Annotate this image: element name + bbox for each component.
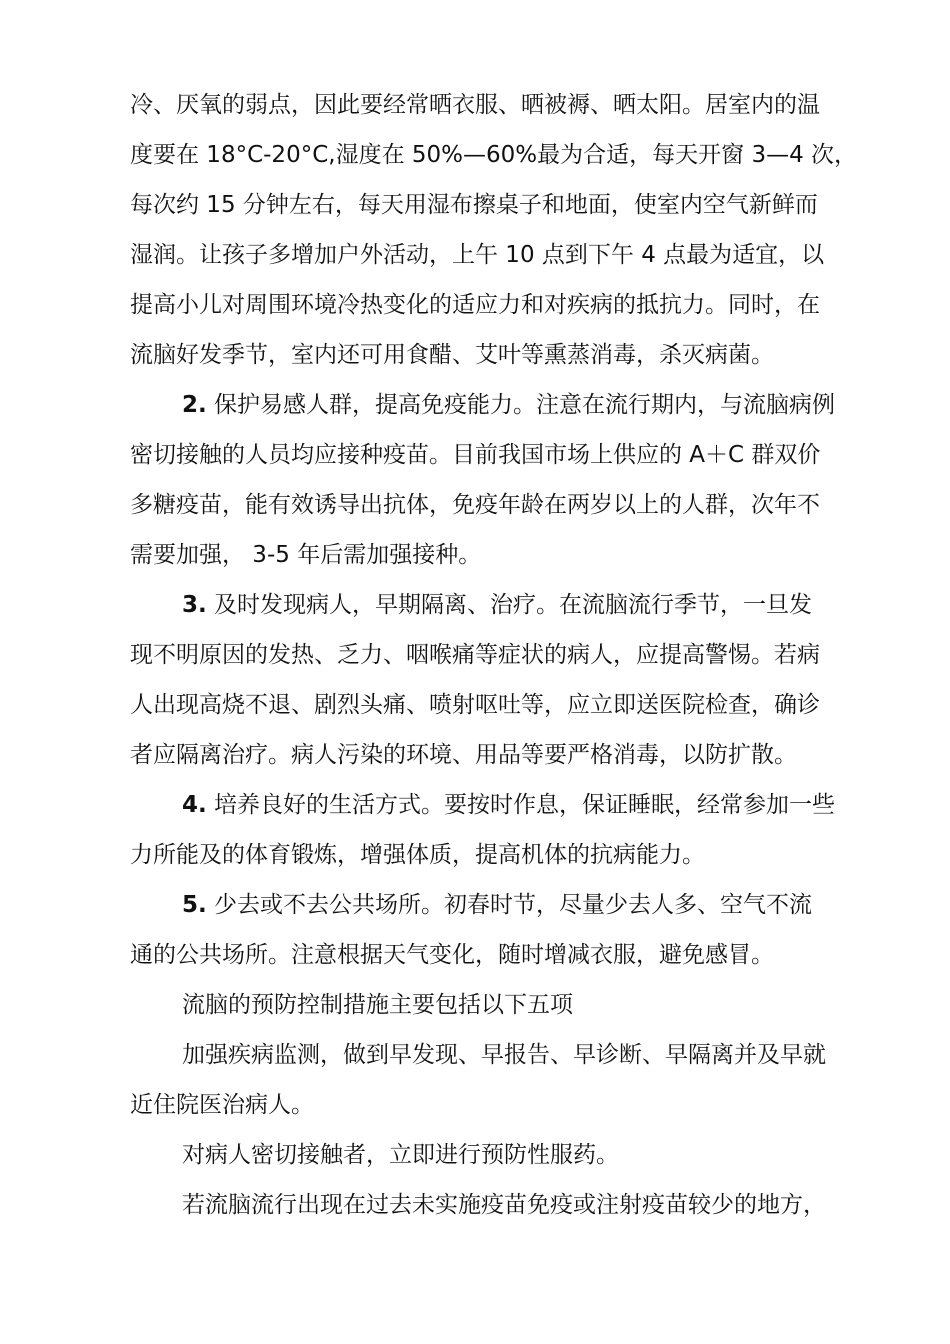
- text-line-content: 少去或不去公共场所。初春时节，尽量少去人多、空气不流: [206, 892, 813, 918]
- text-line: 者应隔离治疗。病人污染的环境、用品等要严格消毒，以防扩散。: [130, 742, 797, 768]
- list-item-5: [130, 880, 870, 980]
- text-line: 多糖疫苗，能有效诱导出抗体，免疫年龄在两岁以上的人群，次年不: [130, 492, 820, 518]
- text-line: 力所能及的体育锻炼，增强体质，提高机体的抗病能力。: [130, 842, 705, 868]
- list-item-2: [130, 380, 870, 580]
- text-line: 现不明原因的发热、乏力、咽喉痛等症状的病人，应提高警惕。若病: [130, 642, 820, 668]
- paragraph: [130, 1130, 870, 1180]
- text-line-content: 及时发现病人，早期隔离、治疗。在流脑流行季节，一旦发: [206, 592, 813, 618]
- text-line-content: 培养良好的生活方式。要按时作息，保证睡眠，经常参加一些: [206, 792, 836, 818]
- paragraph: [130, 1180, 870, 1230]
- text-line: 提高小儿对周围环境冷热变化的适应力和对疾病的抵抗力。同时，在: [130, 292, 820, 318]
- text-line: 加强疾病监测，做到早发现、早报告、早诊断、早隔离并及早就: [182, 1042, 826, 1068]
- text-line: [130, 580, 870, 630]
- item-number: 5.: [182, 892, 207, 918]
- text-line: 对病人密切接触者，立即进行预防性服药。: [182, 1142, 619, 1168]
- item-number: 2.: [182, 392, 207, 418]
- text-line: 每次约 15 分钟左右，每天用湿布擦桌子和地面，使室内空气新鲜而: [130, 192, 818, 218]
- text-line: 密切接触的人员均应接种疫苗。目前我国市场上供应的 A＋C 群双价: [130, 442, 821, 468]
- text-line: [130, 780, 870, 830]
- text-line: [130, 880, 870, 930]
- text-line: 流脑的预防控制措施主要包括以下五项: [182, 992, 573, 1018]
- text-line: 需要加强， 3-5 年后需加强接种。: [130, 542, 482, 568]
- list-item-4: [130, 780, 870, 880]
- text-line: 通的公共场所。注意根据天气变化，随时增减衣服，避免感冒。: [130, 942, 774, 968]
- document-page: [130, 80, 870, 1230]
- text-line: 湿润。让孩子多增加户外活动，上午 10 点到下午 4 点最为适宜，以: [130, 242, 825, 268]
- section-intro: [130, 980, 870, 1030]
- text-line: 流脑好发季节，室内还可用食醋、艾叶等熏蒸消毒，杀灭病菌。: [130, 342, 774, 368]
- paragraph-continuation: [130, 80, 870, 380]
- text-line-content: 保护易感人群，提高免疫能力。注意在流行期内，与流脑病例: [206, 392, 836, 418]
- text-line: 人出现高烧不退、剧烈头痛、喷射呕吐等，应立即送医院检查，确诊: [130, 692, 820, 718]
- text-line: 若流脑流行出现在过去未实施疫苗免疫或注射疫苗较少的地方，: [182, 1192, 826, 1218]
- text-line: 冷、厌氧的弱点，因此要经常晒衣服、晒被褥、晒太阳。居室内的温: [130, 92, 820, 118]
- text-line: 度要在 18°C-20°C,湿度在 50%—60%最为合适，每天开窗 3—4 次，: [130, 142, 858, 168]
- item-number: 3.: [182, 592, 207, 618]
- paragraph: [130, 1030, 870, 1130]
- text-line: [130, 380, 870, 430]
- item-number: 4.: [182, 792, 207, 818]
- text-line: 近住院医治病人。: [130, 1092, 314, 1118]
- list-item-3: [130, 580, 870, 780]
